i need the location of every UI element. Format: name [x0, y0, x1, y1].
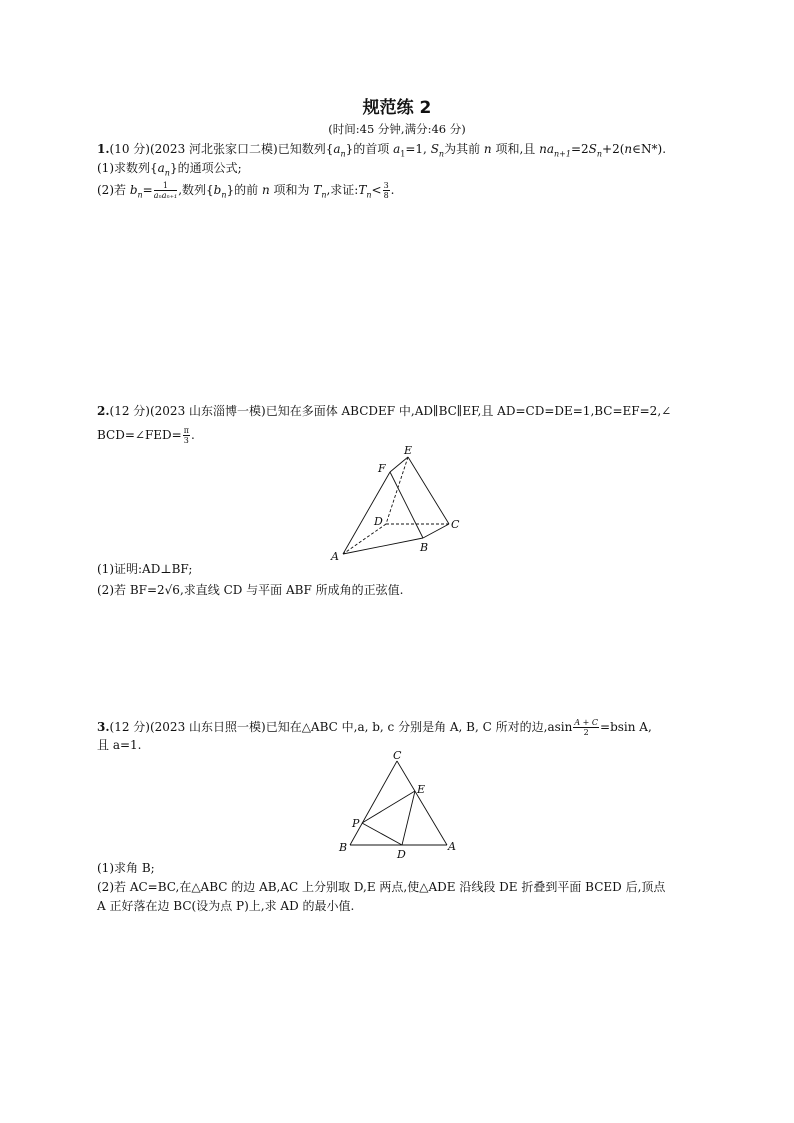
q3-stem-line2: 且 a=1. [97, 738, 142, 752]
q1-b-sub: n [137, 190, 143, 200]
q2-label-B: B [420, 541, 429, 554]
q1-eight: 8 [383, 191, 389, 200]
q3-label-C: C [393, 749, 402, 762]
q1-text4: 项和,且 [491, 142, 540, 156]
q3-label-E: E [417, 783, 426, 796]
q1-frac-num: 1 [154, 181, 177, 191]
q3-number: 3. [97, 720, 110, 734]
q2-pi: π [183, 426, 189, 435]
q1-n1-sub: n+1 [553, 149, 571, 159]
q1-text2: }的首项 [345, 142, 394, 156]
q1-eq2: =2 [570, 142, 589, 156]
q3-line1-b: =bsin A, [600, 720, 652, 734]
q2-label-E: E [404, 444, 413, 457]
q1-text3: 为其前 [444, 142, 484, 156]
q1-part1-end: }的通项公式; [169, 161, 242, 175]
q1-stem [97, 142, 667, 159]
q3-frac-den: 2 [583, 728, 589, 737]
q1-part2-e: ,求证: [326, 183, 359, 197]
q1-lt: < [371, 183, 382, 197]
q2-part2-a: (2)若 BF=2 [97, 583, 165, 597]
q1-S2-sub: n [596, 149, 603, 159]
q2-polyhedron-figure [328, 440, 468, 565]
q1-part1-n: n [164, 168, 170, 178]
q1-eq1: =1, [405, 142, 431, 156]
q2-sqrt6: √6 [164, 583, 180, 597]
q1-part2-a: (2)若 [97, 183, 130, 197]
q3-label-P: P [352, 817, 360, 830]
side-CB [350, 761, 397, 845]
q1-part2-b: ,数列{ [178, 183, 214, 197]
q3-line1-a: (12 分)(2023 山东日照一模)已知在△ABC 中,a, b, c 分别是角 A, B, C 所对的边,asin [109, 720, 573, 734]
q1-part1-a: a [157, 161, 165, 175]
q1-part2-d: 项和为 [269, 183, 314, 197]
q3-label-D: D [397, 848, 406, 860]
q1-part1-text: (1)求数列{ [97, 161, 158, 175]
q1-na: na [539, 142, 554, 156]
q1-inN: ∈N*). [632, 142, 667, 156]
q1-source: (10 分)(2023 河北张家口二模)已知数列{ [109, 142, 334, 156]
edge-AB [343, 538, 423, 554]
q3-part1: (1)求角 B; [97, 861, 155, 875]
edge-FB [390, 472, 423, 538]
q3-stem-line1 [97, 718, 652, 737]
q1-b2-sub: n [221, 190, 227, 200]
segment-PE [362, 791, 415, 823]
q3-frac-num: A + C [574, 718, 599, 727]
q1-one-sub: 1 [400, 149, 406, 159]
q2-line2-a: BCD=∠FED= [97, 428, 182, 442]
side-CA [397, 761, 447, 845]
q1-number: 1. [97, 142, 110, 156]
q3-part2-line2: A 正好落在边 BC(设为点 P)上,求 AD 的最小值. [97, 899, 355, 913]
q1-n: n [483, 142, 492, 156]
edge-EC [408, 457, 449, 524]
q1-S2: S [588, 142, 597, 156]
q1-a: a [333, 142, 341, 156]
q1-fraction [154, 181, 177, 200]
q2-label-C: C [451, 518, 460, 531]
q1-part2-c: }的前 [226, 183, 262, 197]
q1-a1: a [393, 142, 401, 156]
q3-part2-line1: (2)若 AC=BC,在△ABC 的边 AB,AC 上分别取 D,E 两点,使△ADE 沿线段 DE 折叠到平面 BCED 后,顶点 [97, 880, 666, 894]
segment-ED [402, 791, 415, 845]
q2-stem-line1 [97, 404, 671, 418]
q1-three: 3 [383, 181, 389, 190]
q1-frac-den: aₙaₙ₊₁ [153, 191, 178, 200]
q2-line1: (12 分)(2023 山东淄博一模)已知在多面体 ABCDEF 中,AD∥BC∥EF,且 AD=CD=DE=1,BC=EF=2,∠ [109, 404, 672, 418]
time-score-subtitle: (时间:45 分钟,满分:46 分) [328, 122, 466, 136]
q2-part2 [97, 583, 403, 597]
edge-FA [343, 472, 390, 554]
q1-T-sub: n [321, 190, 327, 200]
page-title: 规范练 2 [362, 98, 432, 118]
q1-T2: T [358, 183, 367, 197]
q2-stem-line2 [97, 426, 195, 445]
q2-line2-end: . [190, 428, 195, 442]
q1-b2: b [213, 183, 222, 197]
q3-half-angle [573, 718, 599, 737]
q1-T2-sub: n [366, 190, 372, 200]
q3-label-B: B [339, 841, 348, 854]
q1-S-sub: n [438, 149, 445, 159]
edge-BC [423, 524, 449, 538]
q2-three: 3 [183, 436, 189, 445]
q3-triangle-figure [336, 748, 466, 860]
q1-n-sub: n [340, 149, 346, 159]
q1-end: . [390, 183, 395, 197]
q1-part2: (2)若 $b_n=$ $\frac{1}{\text{aₙaₙ₊₁}}$ ,数列$\{b_n\}$的前 n 项和为 $T_n$,求证$:T_n<$ $\frac{3}{8}$ . [97, 181, 395, 200]
q3-label-A: A [448, 840, 456, 853]
edge-ED-hidden [386, 457, 408, 524]
q1-T: T [313, 183, 322, 197]
q1-b: b [129, 183, 138, 197]
q1-part1 [97, 161, 242, 178]
q1-S: S [430, 142, 439, 156]
q2-part2-b: ,求直线 CD 与平面 ABF 所成角的正弦值. [179, 583, 404, 597]
q2-pi-over-3 [183, 426, 190, 445]
q1-eq3: +2( [602, 142, 625, 156]
q2-part1: (1)证明:AD⊥BF; [97, 562, 193, 576]
q2-label-F: F [378, 462, 386, 475]
segment-PD [362, 823, 402, 845]
q2-number: 2. [97, 404, 110, 418]
q2-label-D: D [374, 515, 383, 528]
q2-label-A: A [331, 550, 339, 563]
q1-three-eighths [383, 181, 390, 200]
q1-n3: n [261, 183, 270, 197]
q1-n2: n [624, 142, 633, 156]
